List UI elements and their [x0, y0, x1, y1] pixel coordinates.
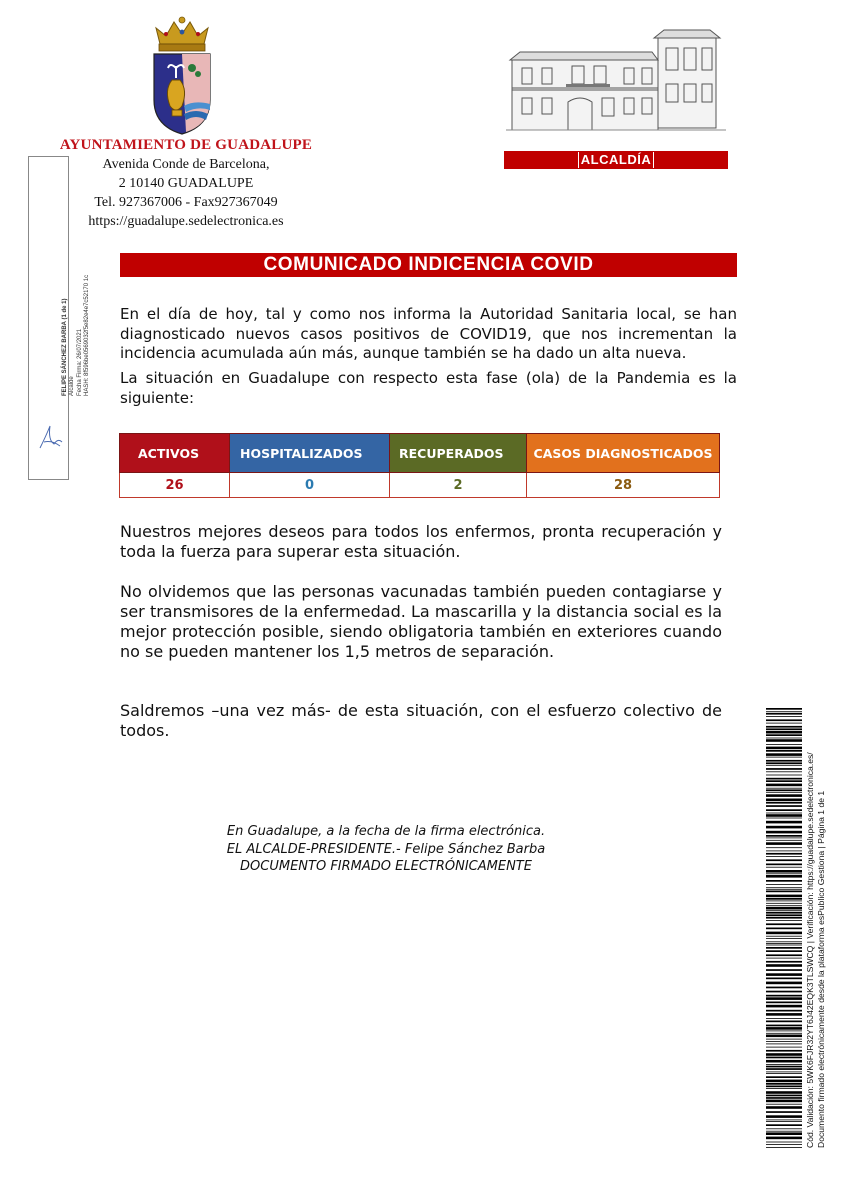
title-banner [120, 253, 737, 277]
paragraph-situation: La situación en Guadalupe con respecto esta fase (ola) de la Pandemia es la siguiente: [120, 369, 737, 407]
header-hospitalizados: HOSPITALIZADOS [230, 434, 390, 473]
value-hospitalizados: 0 [230, 473, 390, 498]
document-title: COMUNICADO INDICENCIA COVID [263, 254, 594, 275]
verification-text [805, 748, 827, 1148]
address-line-2: 2 10140 GUADALUPE [118, 176, 254, 191]
signature-place-date: En Guadalupe, a la fecha de la firma electrónica. [226, 824, 546, 839]
address-line-1: Avenida Conde de Barcelona, [102, 157, 270, 172]
verification-platform-line: Documento firmado electrónicamente desde la plataforma esPublico Gestiona | Página 1 de 1 [816, 790, 826, 1148]
coat-of-arms-logo [146, 14, 218, 138]
paragraph-wishes: Nuestros mejores deseos para todos los enfermos, pronta recuperación y toda la fuerza para superar esta situación. [120, 522, 722, 561]
stamp-date: Fecha Firma: 26/07/2021 [76, 328, 83, 396]
stamp-signer: FELIPE SÁNCHEZ BARBA (1 de 1) [62, 298, 68, 396]
signature-note: DOCUMENTO FIRMADO ELECTRÓNICAMENTE [240, 859, 532, 874]
covid-stats-table [119, 433, 720, 498]
signature-stamp-text [62, 236, 92, 396]
signature-signer: EL ALCALDE-PRESIDENTE.- Felipe Sánchez Barba [226, 841, 546, 857]
header-casos-diagnosticados: CASOS DIAGNOSTICADOS [527, 434, 720, 473]
value-activos: 26 [120, 473, 230, 498]
stamp-hash: HASH: 8f596be0569032f5e82e4e7c52170 1c [84, 274, 91, 396]
paragraph-intro: En el día de hoy, tal y como nos informa la Autoridad Sanitaria local, se han diagnosticado nuevos casos positivos de COVID19, que nos incrementan la incidencia acumulada aún más, aunque también se ha dado un alta nueva. [120, 305, 737, 362]
value-casos-diagnosticados: 28 [527, 473, 720, 498]
stamp-role: Alcalde [69, 376, 76, 396]
stats-value-row [120, 473, 720, 498]
phone-fax-line: Tel. 927367006 - Fax927367049 [94, 195, 278, 210]
organization-header [40, 136, 332, 231]
paragraph-vaccination: No olvidemos que las personas vacunadas también pueden contagiarse y ser transmisores de la enfermedad. La mascarilla y la distancia social es la mejor protección posible, siendo obligatoria también en exteriores cuando no se pueden mantener los 1,5 metros de separación. [120, 582, 722, 661]
website-link[interactable]: https://guadalupe.sedelectronica.es [88, 214, 284, 229]
value-recuperados: 2 [390, 473, 527, 498]
header-recuperados: RECUPERADOS [390, 434, 527, 473]
department-banner [504, 151, 728, 169]
header-activos: ACTIVOS [120, 434, 230, 473]
town-hall-image [506, 26, 726, 142]
signature-block [172, 823, 600, 876]
stats-header-row [120, 434, 720, 473]
handwritten-signature [36, 422, 64, 452]
department-label: ALCALDÍA [578, 152, 654, 168]
paragraph-closing: Saldremos –una vez más- de esta situación, con el esfuerzo colectivo de todos. [120, 701, 722, 740]
verification-code-line: Cód. Validación: 5WK6FJR32YT6J42EQK3TLSWCQ | Verificación: https://guadalupe.sedelectronica.es/ [805, 752, 815, 1148]
validation-barcode [766, 708, 802, 1148]
organization-name: AYUNTAMIENTO DE GUADALUPE [59, 137, 313, 153]
